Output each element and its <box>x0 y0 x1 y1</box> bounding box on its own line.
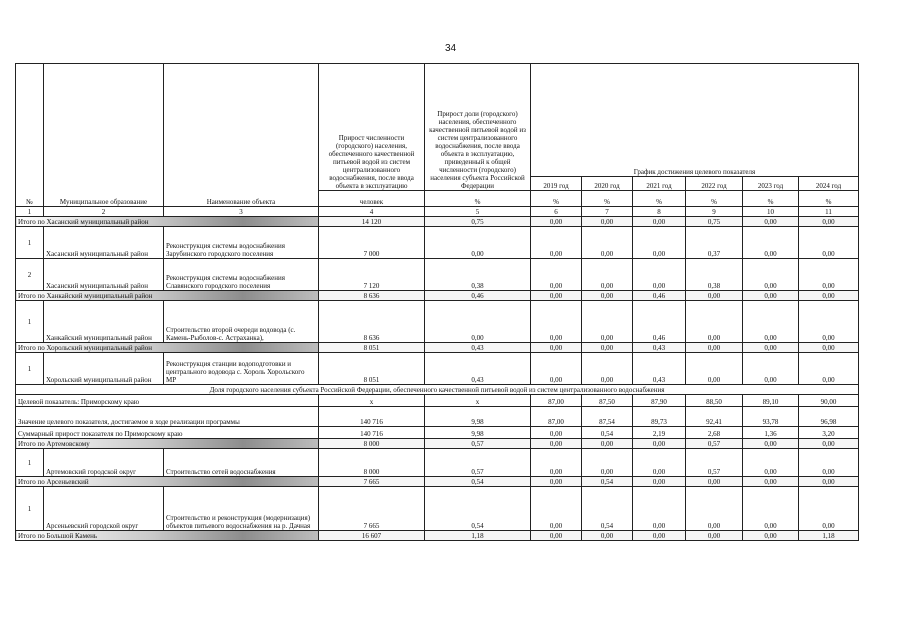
year-value-cell: 0,00 <box>633 439 686 449</box>
year-value-cell: 0,00 <box>582 301 633 343</box>
year-value-cell: 0,00 <box>531 259 582 291</box>
year-value-cell: 0,00 <box>799 487 859 531</box>
header-municipality: Муниципальное образование <box>44 64 164 207</box>
growth-people-cell: 16 607 <box>319 531 425 541</box>
year-value-cell: 87,00 <box>531 395 582 407</box>
header-column-number: 1 <box>16 207 44 217</box>
growth-share-cell: 0,54 <box>425 477 531 487</box>
growth-share-cell: 0,75 <box>425 217 531 227</box>
growth-share-cell: x <box>425 395 531 407</box>
growth-share-cell: 9,98 <box>425 407 531 427</box>
summary-row <box>16 395 859 407</box>
year-value-cell: 0,00 <box>799 477 859 487</box>
year-value-cell: 87,50 <box>582 395 633 407</box>
header-column-number: 6 <box>531 207 582 217</box>
year-value-cell: 0,00 <box>743 449 799 477</box>
year-value-cell: 0,00 <box>582 531 633 541</box>
object-name-cell: Реконструкция системы водоснабжения Зарубинского городского поселения <box>164 227 319 259</box>
year-value-cell: 89,73 <box>633 407 686 427</box>
growth-share-cell: 1,18 <box>425 531 531 541</box>
section-title: Доля городского населения субъекта Российской Федерации, обеспеченного качественной питьевой водой из систем централизованного водоснабжения <box>16 385 859 395</box>
object-name-cell: Строительство и реконструкция (модернизация) объектов питьевого водоснабжения на р. Дачная <box>164 487 319 531</box>
header-column-number: 11 <box>799 207 859 217</box>
year-value-cell: 0,00 <box>686 477 743 487</box>
year-value-cell: 0,00 <box>799 449 859 477</box>
header-column-number: 8 <box>633 207 686 217</box>
growth-share-cell: 0,46 <box>425 291 531 301</box>
growth-people-cell: 140 716 <box>319 407 425 427</box>
year-value-cell: 0,00 <box>743 291 799 301</box>
growth-people-cell: 8 000 <box>319 439 425 449</box>
year-value-cell: 1,36 <box>743 427 799 439</box>
row-number: 2 <box>16 259 44 291</box>
municipality-cell: Ханкайский муниципальный район <box>44 301 164 343</box>
growth-share-cell: 0,54 <box>425 487 531 531</box>
subtotal-label: Итого по Хасанский муниципальный район <box>16 217 319 227</box>
year-value-cell: 0,00 <box>799 259 859 291</box>
object-name-cell: Строительство второй очереди водовода (с. Камень-Рыболов-с. Астраханка), <box>164 301 319 343</box>
object-row <box>16 487 859 531</box>
growth-people-cell: 7 000 <box>319 227 425 259</box>
year-value-cell: 0,00 <box>743 487 799 531</box>
year-value-cell: 0,57 <box>686 439 743 449</box>
year-value-cell: 3,20 <box>799 427 859 439</box>
year-value-cell: 0,00 <box>531 439 582 449</box>
year-value-cell: 96,98 <box>799 407 859 427</box>
subtotal-row <box>16 217 859 227</box>
growth-share-cell: 0,57 <box>425 439 531 449</box>
year-value-cell: 0,00 <box>686 343 743 353</box>
year-value-cell: 0,00 <box>633 449 686 477</box>
year-value-cell: 0,38 <box>686 259 743 291</box>
page-number: 34 <box>445 43 457 54</box>
growth-share-cell: 0,43 <box>425 343 531 353</box>
year-value-cell: 0,00 <box>531 227 582 259</box>
year-value-cell: 0,00 <box>743 353 799 385</box>
subtotal-label: Итого по Ханкайский муниципальный район <box>16 291 319 301</box>
year-value-cell: 87,00 <box>531 407 582 427</box>
year-value-cell: 2,19 <box>633 427 686 439</box>
year-value-cell: 92,41 <box>686 407 743 427</box>
year-value-cell: 0,00 <box>531 487 582 531</box>
subtotal-label: Итого по Арсеньевский <box>16 477 319 487</box>
municipality-cell: Хасанский муниципальный район <box>44 227 164 259</box>
summary-label: Значение целевого показателя, достигаемое в ходе реализации программы <box>16 407 319 427</box>
municipality-cell: Хорольский муниципальный район <box>44 353 164 385</box>
year-value-cell: 0,00 <box>531 217 582 227</box>
growth-people-cell: 14 120 <box>319 217 425 227</box>
year-value-cell: 0,00 <box>799 217 859 227</box>
year-value-cell: 0,00 <box>799 227 859 259</box>
year-value-cell: 0,00 <box>686 531 743 541</box>
header-growth-share: Прирост доли (городского) населения, обеспеченного качественной питьевой водой из систем централизованного водоснабжения, после ввода объекта в эксплуатацию, приведенный к общей численности (городского) населения субъекта Российской Федерации <box>425 64 531 191</box>
subtotal-label: Итого по Хорольский муниципальный район <box>16 343 319 353</box>
year-value-cell: 0,00 <box>743 531 799 541</box>
growth-people-cell: 7 120 <box>319 259 425 291</box>
header-year: 2019 год <box>531 177 582 191</box>
year-value-cell: 0,00 <box>799 301 859 343</box>
header-unit-percent: % <box>633 191 686 207</box>
year-value-cell: 0,00 <box>686 487 743 531</box>
header-column-number: 9 <box>686 207 743 217</box>
year-value-cell: 0,00 <box>633 217 686 227</box>
growth-share-cell: 0,38 <box>425 259 531 291</box>
year-value-cell: 90,00 <box>799 395 859 407</box>
growth-share-cell: 0,00 <box>425 301 531 343</box>
year-value-cell: 0,00 <box>531 427 582 439</box>
year-value-cell: 89,10 <box>743 395 799 407</box>
year-value-cell: 0,00 <box>743 217 799 227</box>
year-value-cell: 0,00 <box>743 439 799 449</box>
header-column-number: 3 <box>164 207 319 217</box>
growth-people-cell: 7 665 <box>319 477 425 487</box>
header-column-number: 2 <box>44 207 164 217</box>
year-value-cell: 0,37 <box>686 227 743 259</box>
year-value-cell: 0,00 <box>531 301 582 343</box>
header-schedule: График достижения целевого показателя <box>531 64 859 177</box>
year-value-cell: 87,54 <box>582 407 633 427</box>
subtotal-label: Итого по Большой Камень <box>16 531 319 541</box>
summary-row <box>16 427 859 439</box>
target-indicator-table <box>15 63 859 541</box>
year-value-cell: 0,00 <box>582 217 633 227</box>
year-value-cell: 0,00 <box>686 353 743 385</box>
year-value-cell: 0,00 <box>743 301 799 343</box>
year-value-cell: 1,18 <box>799 531 859 541</box>
year-value-cell: 0,43 <box>633 343 686 353</box>
year-value-cell: 0,00 <box>531 531 582 541</box>
year-value-cell: 0,46 <box>633 301 686 343</box>
year-value-cell: 0,00 <box>582 291 633 301</box>
subtotal-row <box>16 531 859 541</box>
year-value-cell: 0,00 <box>531 477 582 487</box>
year-value-cell: 0,00 <box>582 343 633 353</box>
year-value-cell: 0,00 <box>531 343 582 353</box>
year-value-cell: 0,57 <box>686 449 743 477</box>
row-number: 1 <box>16 227 44 259</box>
header-growth-people: Прирост численности (городского) населения, обеспеченного качественной питьевой водой из систем централизованного водоснабжения, после ввода объекта в эксплуатацию <box>319 64 425 191</box>
year-value-cell: 0,00 <box>531 291 582 301</box>
subtotal-row <box>16 439 859 449</box>
growth-people-cell: 8 636 <box>319 291 425 301</box>
municipality-cell: Артемовский городской округ <box>44 449 164 477</box>
object-row <box>16 259 859 291</box>
header-column-number: 7 <box>582 207 633 217</box>
year-value-cell: 0,00 <box>686 301 743 343</box>
header-column-number: 10 <box>743 207 799 217</box>
header-unit-people: человек <box>319 191 425 207</box>
header-unit-percent: % <box>743 191 799 207</box>
year-value-cell: 0,00 <box>582 449 633 477</box>
year-value-cell: 0,00 <box>743 477 799 487</box>
year-value-cell: 0,00 <box>633 531 686 541</box>
header-unit-percent: % <box>799 191 859 207</box>
summary-row <box>16 407 859 427</box>
year-value-cell: 0,00 <box>799 343 859 353</box>
year-value-cell: 0,00 <box>743 259 799 291</box>
growth-people-cell: 8 051 <box>319 343 425 353</box>
year-value-cell: 93,78 <box>743 407 799 427</box>
growth-share-cell: 0,00 <box>425 227 531 259</box>
year-value-cell: 0,46 <box>633 291 686 301</box>
year-value-cell: 0,00 <box>633 487 686 531</box>
municipality-cell: Хасанский муниципальный район <box>44 259 164 291</box>
year-value-cell: 0,00 <box>531 449 582 477</box>
row-number: 1 <box>16 449 44 477</box>
header-year: 2023 год <box>743 177 799 191</box>
object-row <box>16 449 859 477</box>
header-year: 2022 год <box>686 177 743 191</box>
header-column-number: 4 <box>319 207 425 217</box>
subtotal-row <box>16 343 859 353</box>
subtotal-row <box>16 291 859 301</box>
year-value-cell: 88,50 <box>686 395 743 407</box>
year-value-cell: 0,43 <box>633 353 686 385</box>
year-value-cell: 0,00 <box>743 343 799 353</box>
growth-people-cell: 7 665 <box>319 487 425 531</box>
growth-people-cell: 140 716 <box>319 427 425 439</box>
year-value-cell: 0,00 <box>582 439 633 449</box>
object-row <box>16 353 859 385</box>
year-value-cell: 0,00 <box>686 291 743 301</box>
object-row <box>16 301 859 343</box>
header-unit-percent: % <box>686 191 743 207</box>
year-value-cell: 0,54 <box>582 427 633 439</box>
growth-people-cell: 8 636 <box>319 301 425 343</box>
growth-people-cell: x <box>319 395 425 407</box>
row-number: 1 <box>16 353 44 385</box>
year-value-cell: 0,00 <box>799 439 859 449</box>
row-number: 1 <box>16 301 44 343</box>
growth-share-cell: 9,98 <box>425 427 531 439</box>
subtotal-label: Итого по Артемовскому <box>16 439 319 449</box>
summary-label: Целевой показатель: Приморскому краю <box>16 395 319 407</box>
header-unit-percent: % <box>582 191 633 207</box>
header-unit-percent: % <box>425 191 531 207</box>
year-value-cell: 0,00 <box>531 353 582 385</box>
header-year: 2024 год <box>799 177 859 191</box>
year-value-cell: 0,00 <box>633 227 686 259</box>
object-name-cell: Строительство сетей водоснабжения <box>164 449 319 477</box>
year-value-cell: 0,54 <box>582 477 633 487</box>
summary-label: Суммарный прирост показателя по Приморскому краю <box>16 427 319 439</box>
year-value-cell: 2,68 <box>686 427 743 439</box>
year-value-cell: 87,90 <box>633 395 686 407</box>
header-object: Наименование объекта <box>164 64 319 207</box>
object-name-cell: Реконструкция станции водоподготовки и центрального водовода с. Хороль Хорольского МР <box>164 353 319 385</box>
object-row <box>16 227 859 259</box>
header-number: № <box>16 64 44 207</box>
year-value-cell: 0,00 <box>743 227 799 259</box>
year-value-cell: 0,00 <box>799 353 859 385</box>
object-name-cell: Реконструкция системы водоснабжения Славянского городского поселения <box>164 259 319 291</box>
header-year: 2021 год <box>633 177 686 191</box>
header-unit-percent: % <box>531 191 582 207</box>
header-year: 2020 год <box>582 177 633 191</box>
year-value-cell: 0,00 <box>582 227 633 259</box>
growth-share-cell: 0,57 <box>425 449 531 477</box>
growth-people-cell: 8 051 <box>319 353 425 385</box>
row-number: 1 <box>16 487 44 531</box>
year-value-cell: 0,00 <box>633 477 686 487</box>
year-value-cell: 0,00 <box>582 259 633 291</box>
municipality-cell: Арсеньевский городской округ <box>44 487 164 531</box>
year-value-cell: 0,75 <box>686 217 743 227</box>
year-value-cell: 0,00 <box>799 291 859 301</box>
growth-share-cell: 0,43 <box>425 353 531 385</box>
subtotal-row <box>16 477 859 487</box>
growth-people-cell: 8 000 <box>319 449 425 477</box>
header-column-number: 5 <box>425 207 531 217</box>
year-value-cell: 0,00 <box>582 353 633 385</box>
year-value-cell: 0,54 <box>582 487 633 531</box>
year-value-cell: 0,00 <box>633 259 686 291</box>
